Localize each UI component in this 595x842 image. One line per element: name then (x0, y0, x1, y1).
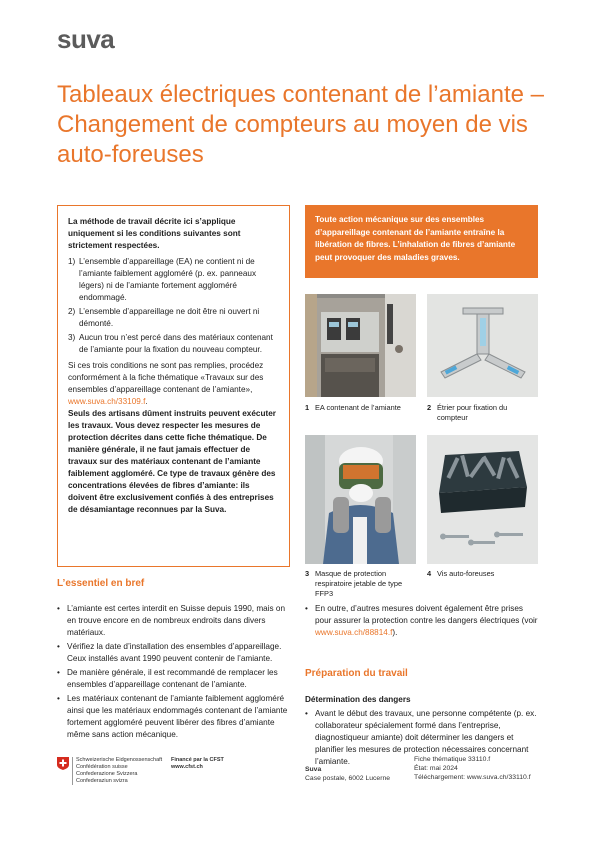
figure-2-photo (427, 294, 538, 397)
figure-2-caption: 2 Étrier pour fixation du compteur (427, 403, 508, 422)
figure-4-caption: 4 Vis auto-foreuses (427, 569, 495, 578)
condition-item: 2) L’ensemble d’appareillage ne doit être ni ouvert ni démonté. (68, 307, 260, 328)
list-item: • De manière générale, il est recommandé de remplacer les ensembles d’appareillage contenant de l’amiante. (57, 668, 278, 689)
essentiel-list-continued (305, 603, 539, 641)
essentiel-list (57, 603, 291, 743)
confederation-names: Schweizerische Eidgenossenschaft Confédération suisse Confederazione Svizzera Confederaziun svizra (76, 757, 163, 784)
swiss-cross-icon (57, 757, 69, 770)
list-item: • Vérifiez la date d’installation des ensembles d’appareillage. Ceux installés avant 1990 peuvent contenir de l’amiante. (57, 642, 282, 663)
page-title: Tableaux électriques contenant de l’amiante – Changement de compteurs au moyen de vis auto-foreuses (57, 81, 544, 168)
conditions-box (57, 205, 290, 567)
suva-logo: suva (57, 24, 115, 54)
condition-item: 1) L’ensemble d’appareillage (EA) ne contient ni de l’amiante faiblement aggloméré (p. ex. panneaux légers) ni de l’amiante fortement aggloméré endommagé. (68, 257, 257, 302)
footer-divider (72, 757, 73, 785)
list-item: • Les matériaux contenant de l’amiante faiblement aggloméré ainsi que les matériaux endommagés contenant de l’amiante fortement aggloméré peuvent libérer des fibres d’amiante même sans action mécanique. (57, 694, 288, 739)
list-item: • En outre, d’autres mesures doivent également être prises pour assurer la protection contre les dangers électriques (voir www.suva.ch/88814.f). (305, 604, 538, 637)
otherwise-paragraph: Si ces trois conditions ne sont pas remplies, procédez conformément à la fiche thématique «Travaux sur des ensembles d’appareillage contenant de l’amiante», www.suva.ch/33109.f. (68, 361, 264, 406)
figure-3-photo (305, 435, 416, 564)
list-item: • Avant le début des travaux, une personne compétente (p. ex. collaborateur spécialement formé dans l’entreprise, diagnostiqueur amiante) doit déterminer les dangers et planifier les mesures de protection nécessaires concernant l’amiante. (305, 709, 537, 766)
essentiel-heading: L’essentiel en bref (57, 578, 145, 589)
link-33109[interactable]: www.suva.ch/33109.f (68, 397, 146, 406)
figure-1-photo (305, 294, 416, 397)
figure-4-photo (427, 435, 538, 564)
qualified-workers-warning: Seuls des artisans dûment instruits peuvent exécuter les travaux. Vous devez respecter les mesures de protection décrites dans cette fiche thématique. De manière générale, il ne faut jamais effectuer de travaux sur des matériaux contenant de l’amiante faiblement aggloméré. Ce type de travaux génère des concentrations élevées de fibres d’amiante: ils doivent être exclusivement confiés à des entreprises de désamiantage reconnues par la Suva. (68, 409, 276, 514)
figure-1-caption: 1 EA contenant de l’amiante (305, 403, 401, 412)
list-item: • L’amiante est certes interdit en Suisse depuis 1990, mais on en trouve encore en de nombreux endroits dans divers matériaux. (57, 604, 286, 637)
document-info: Fiche thématique 33110.f État: mai 2024 Téléchargement: www.suva.ch/33110.f (414, 756, 531, 781)
suva-address: Suva Case postale, 6002 Lucerne (305, 766, 391, 782)
preparation-heading: Préparation du travail (305, 668, 408, 679)
conditions-intro: La méthode de travail décrite ici s’applique uniquement si les conditions suivantes sont strictement respectées. (68, 217, 241, 250)
warning-box: Toute action mécanique sur des ensembles d’appareillage contenant de l’amiante entraîne la libération de fibres. L’inhalation de fibres d’amiante peut provoquer des maladies graves. (305, 205, 538, 278)
conditions-list (68, 256, 279, 356)
condition-item: 3) Aucun trou n’est percé dans des matériaux contenant de l’amiante pour la fixation du nouveau compteur. (68, 333, 273, 354)
dangers-subheading: Détermination des dangers (305, 695, 411, 704)
funding-info: Financé par la CFST www.cfst.ch (171, 757, 224, 770)
link-88814[interactable]: www.suva.ch/88814.f (315, 628, 393, 637)
figure-3-caption: 3 Masque de protection respiratoire jetable de type FFP3 (305, 569, 403, 598)
